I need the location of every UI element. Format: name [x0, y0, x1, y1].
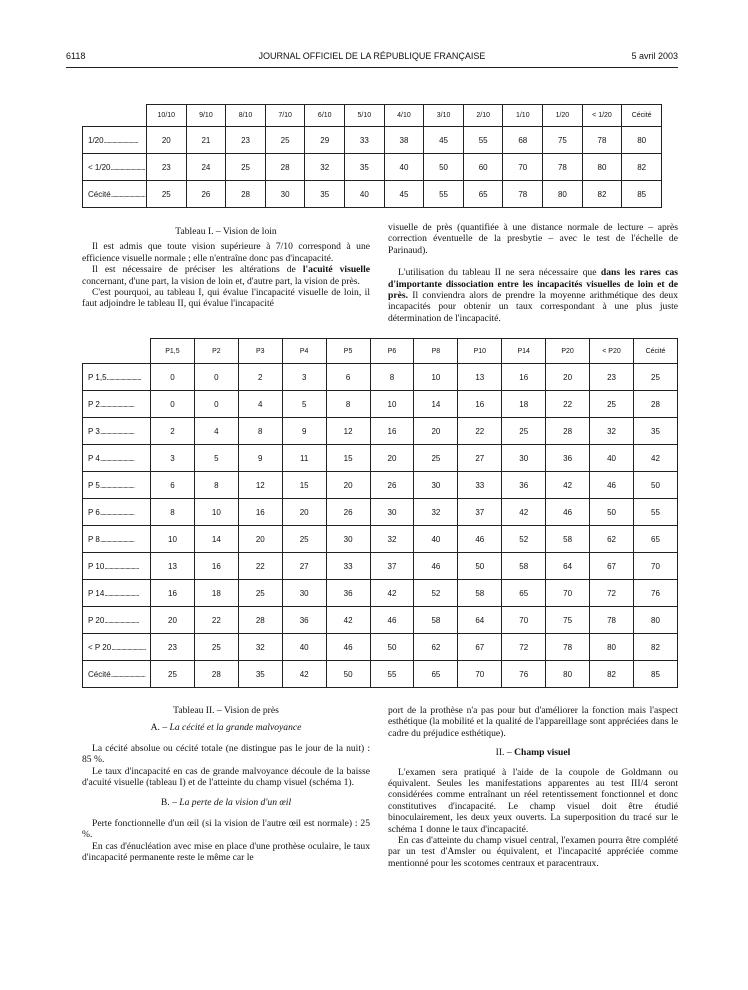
paragraph: C'est pourquoi, au tableau I, qui évalue l'incapacité visuelle de loin, il faut adjoindre le tableau II, qui évalue l'incapacité [82, 287, 370, 310]
table-cell: 32 [305, 154, 345, 181]
paragraph: En cas d'énucléation avec mise en place d'une prothèse oculaire, le taux d'incapacité permanente reste le même car le [82, 840, 370, 864]
page-number: 6118 [66, 51, 86, 61]
table-cell: 33 [458, 472, 502, 499]
text-left-1 [82, 226, 370, 310]
table-cell: 46 [326, 634, 370, 661]
table2-caption: Tableau II. – Vision de près [173, 705, 279, 716]
table-cell: 36 [326, 580, 370, 607]
table-cell: 35 [305, 181, 345, 208]
column-header: 1/20 [543, 105, 583, 127]
paragraph: Le taux d'incapacité en cas de grande malvoyance découle de la baisse d'acuité visuelle (tableau I) et de l'atteinte du champ visuel (schéma 1). [82, 765, 370, 789]
table-cell: 33 [345, 127, 385, 154]
column-header: P20 [546, 339, 590, 364]
text-right-2 [388, 705, 678, 869]
table-cell: 46 [458, 526, 502, 553]
table-cell: 82 [582, 181, 622, 208]
column-header: 6/10 [305, 105, 345, 127]
table-cell: 9 [282, 418, 326, 445]
table-cell: 62 [590, 526, 634, 553]
table-cell: 70 [633, 553, 677, 580]
table-cell: 37 [370, 553, 414, 580]
table-cell: 27 [458, 445, 502, 472]
paragraph: Il est nécessaire de préciser les altérations de l'acuité visuelle concernant, d'une part, la vision de loin et, d'autre part, la vision de près. [82, 264, 371, 287]
table-cell: 52 [414, 580, 458, 607]
header-rule [66, 67, 678, 68]
table-cell: 13 [151, 553, 195, 580]
table-cell: 20 [326, 472, 370, 499]
text-left-2 [82, 705, 370, 863]
table-cell: 46 [590, 472, 634, 499]
table-cell: 10 [414, 364, 458, 391]
table-cell: 42 [282, 661, 326, 688]
table-cell: 25 [633, 364, 677, 391]
paragraph: Il est admis que toute vision supérieure à 7/10 correspond à une efficience visuelle normale ; elle n'entraîne donc pas d'incapacité. [82, 241, 370, 264]
table-cell: 25 [151, 661, 195, 688]
column-header: Cécité [633, 339, 677, 364]
table-cell: 4 [238, 391, 282, 418]
table-cell: 78 [543, 154, 583, 181]
section-ii-heading: II. – Champ visuel [495, 747, 571, 759]
table-cell: 10 [194, 499, 238, 526]
table-cell: 82 [622, 154, 662, 181]
table-vision-de-loin [82, 104, 662, 208]
table-cell: 35 [345, 154, 385, 181]
table-cell: 45 [384, 181, 424, 208]
table-row [83, 634, 678, 661]
table-cell: 40 [282, 634, 326, 661]
table-cell: 42 [326, 607, 370, 634]
table-cell: 85 [633, 661, 677, 688]
column-header: 1/10 [503, 105, 543, 127]
table-cell: 67 [590, 553, 634, 580]
table-cell: 15 [282, 472, 326, 499]
column-header: P3 [238, 339, 282, 364]
table-cell: 50 [633, 472, 677, 499]
table-cell: 30 [414, 472, 458, 499]
row-label: P 4 ..... [83, 445, 151, 472]
table-cell: 60 [463, 154, 503, 181]
column-header: 10/10 [147, 105, 187, 127]
table-cell: 2 [151, 418, 195, 445]
table-cell: 52 [502, 526, 546, 553]
table-cell: 10 [370, 391, 414, 418]
row-label: < 1/20 ..... [83, 154, 147, 181]
table-cell: 16 [151, 580, 195, 607]
table-cell: 75 [546, 607, 590, 634]
table-cell: 3 [282, 364, 326, 391]
table-cell: 23 [226, 127, 266, 154]
row-label: P 5 ..... [83, 472, 151, 499]
table-cell: 9 [238, 445, 282, 472]
paragraph: La cécité absolue ou cécité totale (ne distingue pas le jour de la nuit) : 85 %. [82, 742, 370, 766]
row-label: P 20 ..... [83, 607, 151, 634]
table-cell: 35 [633, 418, 677, 445]
table-cell: 25 [414, 445, 458, 472]
table-cell: 40 [345, 181, 385, 208]
column-header: 5/10 [345, 105, 385, 127]
table-cell: 20 [414, 418, 458, 445]
table-cell: 2 [238, 364, 282, 391]
table-cell: 25 [226, 154, 266, 181]
table-cell: 15 [326, 445, 370, 472]
table-cell: 46 [546, 499, 590, 526]
table-cell: 25 [282, 526, 326, 553]
table-cell: 40 [590, 445, 634, 472]
table-cell: 80 [543, 181, 583, 208]
journal-title: JOURNAL OFFICIEL DE LA RÉPUBLIQUE FRANÇAISE [258, 51, 486, 61]
paragraph: Perte fonctionnelle d'un œil (si la vision de l'autre œil est normale) : 25 %. [82, 817, 370, 841]
table-cell: 10 [151, 526, 195, 553]
column-header: < 1/20 [582, 105, 622, 127]
table-cell: 6 [151, 472, 195, 499]
column-header: 2/10 [463, 105, 503, 127]
table-cell: 6 [326, 364, 370, 391]
table-cell: 80 [590, 634, 634, 661]
row-label: 1/20 ..... [83, 127, 147, 154]
section-a-heading: A. – La cécité et la grande malvoyance [150, 722, 302, 734]
table-cell: 18 [502, 391, 546, 418]
table-cell: 58 [502, 553, 546, 580]
column-header: 8/10 [226, 105, 266, 127]
table-cell: 20 [546, 364, 590, 391]
table-cell: 12 [326, 418, 370, 445]
table-cell: 64 [546, 553, 590, 580]
table-cell: 28 [633, 391, 677, 418]
table-vision-de-pres [82, 338, 678, 688]
table-cell: 8 [326, 391, 370, 418]
table-cell: 40 [414, 526, 458, 553]
table-cell: 85 [622, 181, 662, 208]
table-cell: 62 [414, 634, 458, 661]
table-cell: 50 [590, 499, 634, 526]
table-cell: 67 [458, 634, 502, 661]
table-cell: 5 [194, 445, 238, 472]
table-cell: 75 [543, 127, 583, 154]
table-cell: 33 [326, 553, 370, 580]
table-cell: 16 [502, 364, 546, 391]
column-header: P2 [194, 339, 238, 364]
table-cell: 65 [414, 661, 458, 688]
table-row [83, 127, 662, 154]
section-b-heading: B. – La perte de la vision d'un œil [160, 797, 292, 809]
table-cell: 28 [238, 607, 282, 634]
table-cell: 0 [194, 364, 238, 391]
table-cell: 26 [370, 472, 414, 499]
column-header: 9/10 [186, 105, 226, 127]
table-cell: 13 [458, 364, 502, 391]
table-row [83, 499, 678, 526]
table-cell: 50 [370, 634, 414, 661]
table-row [83, 472, 678, 499]
paragraph: port de la prothèse n'a pas pour but d'améliorer la fonction mais l'aspect esthétique (la mobilité et la qualité de l'appareillage sont appréciées dans le cadre du préjudice esthétique). [388, 705, 678, 739]
table-cell: 25 [590, 391, 634, 418]
paragraph: En cas d'atteinte du champ visuel central, l'examen pourra être complété par un test d'Amsler ou équivalent, et l'incapacité appréciée comme mentionné pour les scotomes centraux et paracentraux. [388, 835, 678, 869]
table-cell: 46 [414, 553, 458, 580]
table-cell: 23 [590, 364, 634, 391]
table-cell: 16 [458, 391, 502, 418]
table-cell: 3 [151, 445, 195, 472]
table-cell: 23 [151, 634, 195, 661]
table-cell: 40 [384, 154, 424, 181]
table-cell: 5 [282, 391, 326, 418]
table-cell: 37 [458, 499, 502, 526]
table-cell: 58 [546, 526, 590, 553]
table-cell: 22 [458, 418, 502, 445]
table-cell: 20 [238, 526, 282, 553]
table-cell: 42 [370, 580, 414, 607]
table-cell: 21 [186, 127, 226, 154]
table1-caption: Tableau I. – Vision de loin [175, 226, 277, 237]
table-cell: 36 [546, 445, 590, 472]
paragraph: visuelle de près (quantifiée à une distance normale de lecture – après correction éventuelle de la presbytie – avec le test de l'échelle de Parinaud). [388, 222, 678, 256]
table-cell: 50 [458, 553, 502, 580]
table-row [83, 553, 678, 580]
table-cell: 25 [265, 127, 305, 154]
table-cell: 46 [370, 607, 414, 634]
table-cell: 65 [463, 181, 503, 208]
table-cell: 55 [370, 661, 414, 688]
table-cell: 32 [238, 634, 282, 661]
column-header: P1,5 [151, 339, 195, 364]
table-cell: 78 [590, 607, 634, 634]
table-cell: 20 [370, 445, 414, 472]
publication-date: 5 avril 2003 [631, 51, 678, 61]
column-header: P6 [370, 339, 414, 364]
table-cell: 14 [194, 526, 238, 553]
table-cell: 30 [326, 526, 370, 553]
column-header: P8 [414, 339, 458, 364]
table-row [83, 580, 678, 607]
table-cell: 55 [633, 499, 677, 526]
table-cell: 0 [151, 364, 195, 391]
table-cell: 72 [590, 580, 634, 607]
table-cell: 55 [424, 181, 464, 208]
table-row [83, 607, 678, 634]
table-cell: 36 [502, 472, 546, 499]
table-cell: 22 [546, 391, 590, 418]
table-row [83, 661, 678, 688]
row-label: Cécité ..... [83, 181, 147, 208]
table-cell: 80 [582, 154, 622, 181]
table-cell: 8 [194, 472, 238, 499]
table-cell: 36 [282, 607, 326, 634]
column-header: P5 [326, 339, 370, 364]
column-header: 4/10 [384, 105, 424, 127]
row-label: P 1,5 ..... [83, 364, 151, 391]
table-cell: 27 [282, 553, 326, 580]
table-cell: 82 [590, 661, 634, 688]
table-cell: 4 [194, 418, 238, 445]
table-cell: 26 [186, 181, 226, 208]
table-cell: 28 [265, 154, 305, 181]
column-header: 3/10 [424, 105, 464, 127]
table-row [83, 526, 678, 553]
table-cell: 32 [590, 418, 634, 445]
table-cell: 64 [458, 607, 502, 634]
table-cell: 42 [546, 472, 590, 499]
table-cell: 16 [238, 499, 282, 526]
column-header: P4 [282, 339, 326, 364]
table-cell: 28 [546, 418, 590, 445]
table-cell: 58 [414, 607, 458, 634]
table-cell: 32 [414, 499, 458, 526]
table-cell: 76 [502, 661, 546, 688]
table-row [83, 181, 662, 208]
table-cell: 58 [458, 580, 502, 607]
row-label: P 8 ..... [83, 526, 151, 553]
table-cell: 82 [633, 634, 677, 661]
table-cell: 42 [502, 499, 546, 526]
row-label: < P 20 ..... [83, 634, 151, 661]
table-cell: 70 [503, 154, 543, 181]
table-cell: 16 [194, 553, 238, 580]
table-cell: 25 [238, 580, 282, 607]
row-label: Cécité ..... [83, 661, 151, 688]
table-cell: 28 [194, 661, 238, 688]
table-cell: 16 [370, 418, 414, 445]
table-cell: 50 [424, 154, 464, 181]
table-cell: 42 [633, 445, 677, 472]
table-cell: 0 [194, 391, 238, 418]
table-cell: 78 [503, 181, 543, 208]
table-row [83, 391, 678, 418]
table-cell: 65 [633, 526, 677, 553]
row-label: P 3 ..... [83, 418, 151, 445]
table-cell: 35 [238, 661, 282, 688]
page-header [66, 51, 678, 65]
table-cell: 30 [282, 580, 326, 607]
table-cell: 25 [502, 418, 546, 445]
table-cell: 70 [502, 607, 546, 634]
table-cell: 80 [622, 127, 662, 154]
table-cell: 70 [546, 580, 590, 607]
column-header: 7/10 [265, 105, 305, 127]
table-row [83, 418, 678, 445]
table-cell: 25 [194, 634, 238, 661]
row-label: P 2 ..... [83, 391, 151, 418]
table-cell: 8 [370, 364, 414, 391]
table-row [83, 154, 662, 181]
table-cell: 20 [282, 499, 326, 526]
column-header: < P20 [590, 339, 634, 364]
paragraph: L'examen sera pratiqué à l'aide de la coupole de Goldmann ou équivalent. Seules les manifestations apparentes au test III/4 seront considérées comme entraînant un réel retentissement fonctionnel et donc constitutives d'incapacité. Le champ visuel doit être étudié binoculairement, les deux yeux ouverts. La superposition du tracé sur le schéma 1 donne le taux d'incapacité. [388, 766, 678, 835]
table-row [83, 445, 678, 472]
table-cell: 24 [186, 154, 226, 181]
table-cell: 29 [305, 127, 345, 154]
table-cell: 30 [265, 181, 305, 208]
table-cell: 14 [414, 391, 458, 418]
table-cell: 8 [238, 418, 282, 445]
table-cell: 20 [147, 127, 187, 154]
table-cell: 80 [546, 661, 590, 688]
table-cell: 18 [194, 580, 238, 607]
column-header: P10 [458, 339, 502, 364]
table-cell: 12 [238, 472, 282, 499]
table-cell: 72 [502, 634, 546, 661]
table-cell: 0 [151, 391, 195, 418]
table-cell: 68 [503, 127, 543, 154]
table-cell: 28 [226, 181, 266, 208]
column-header: P14 [502, 339, 546, 364]
table-cell: 70 [458, 661, 502, 688]
column-header: Cécité [622, 105, 662, 127]
table-cell: 30 [370, 499, 414, 526]
table-cell: 38 [384, 127, 424, 154]
table-cell: 30 [502, 445, 546, 472]
row-label: P 10 ..... [83, 553, 151, 580]
row-label: P 14 ..... [83, 580, 151, 607]
table-cell: 22 [194, 607, 238, 634]
table-cell: 22 [238, 553, 282, 580]
row-label: P 6 ..... [83, 499, 151, 526]
paragraph: L'utilisation du tableau II ne sera nécessaire que dans les rares cas d'importante dissociation entre les incapacités visuelles de loin et de près. Il conviendra alors de prendre la moyenne arithmétique des deux incapacités pour obtenir un taux correspondant à une plus juste détermination de l'incapacité. [388, 267, 679, 324]
table-cell: 55 [463, 127, 503, 154]
table-cell: 32 [370, 526, 414, 553]
table-cell: 50 [326, 661, 370, 688]
table-cell: 25 [147, 181, 187, 208]
table-row [83, 364, 678, 391]
table-cell: 65 [502, 580, 546, 607]
table-cell: 45 [424, 127, 464, 154]
table-cell: 11 [282, 445, 326, 472]
table-cell: 8 [151, 499, 195, 526]
table-cell: 23 [147, 154, 187, 181]
table-cell: 78 [582, 127, 622, 154]
table-cell: 80 [633, 607, 677, 634]
table-cell: 26 [326, 499, 370, 526]
table-cell: 78 [546, 634, 590, 661]
table-cell: 76 [633, 580, 677, 607]
table-cell: 20 [151, 607, 195, 634]
text-right-1 [388, 222, 678, 324]
